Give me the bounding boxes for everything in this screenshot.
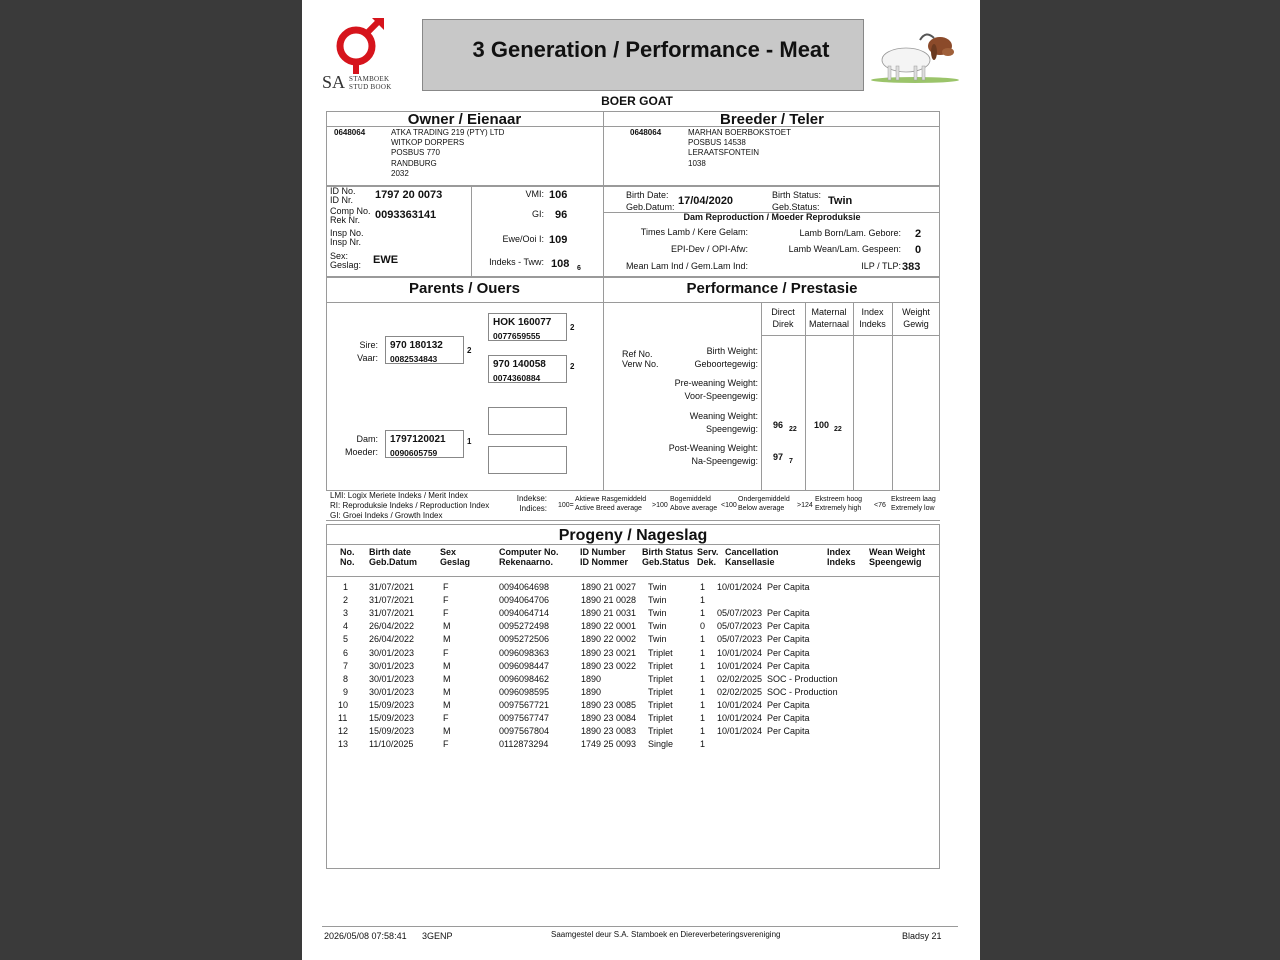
progeny-col-header: Sex Geslag xyxy=(440,547,471,567)
progeny-cell: Triplet xyxy=(648,713,673,723)
sire-sire-gen: 2 xyxy=(570,323,575,332)
progeny-cell: 1890 23 0021 xyxy=(581,647,637,658)
postweaning-weight-label: Post-Weaning Weight: Na-Speengewig: xyxy=(668,443,758,466)
progeny-cell: M xyxy=(443,726,451,737)
progeny-cell: 0112873294 xyxy=(499,739,549,750)
progeny-cell: 1 xyxy=(700,699,706,710)
owner-line-2: WITKOP DORPERS xyxy=(391,138,465,147)
dam-gen: 1 xyxy=(467,437,472,446)
progeny-cell: 1 xyxy=(700,660,706,671)
tww-label: Indeks - Tww: xyxy=(489,257,544,267)
progeny-cell: Triplet xyxy=(648,686,673,697)
col-weight-head: Weight Gewig xyxy=(902,307,930,329)
progeny-cell: 10/01/2024 Per Capita xyxy=(717,699,810,710)
dam-box[interactable] xyxy=(385,430,464,458)
progeny-cell: 10/01/2024 Per Capita xyxy=(717,713,810,723)
progeny-cell: F xyxy=(443,647,449,658)
progeny-col-header: ID Number ID Nommer xyxy=(580,547,629,567)
progeny-col-header: Birth date Geb.Datum xyxy=(369,547,418,567)
index-legend-text: LMI: Logix Meriete Indeks / Merit Index RI: Reproduksie Indeks / Reproduction Index GI: Groei Indeks / Growth Index xyxy=(330,491,490,520)
progeny-cell: 02/02/2025 SOC - Production xyxy=(717,673,838,684)
progeny-cell: 1890 23 0083 xyxy=(581,726,637,737)
sa-studbook-logo xyxy=(322,16,402,94)
progeny-cell: 1 xyxy=(700,673,706,684)
progeny-cell: 10/01/2024 Per Capita xyxy=(717,726,810,737)
progeny-cell: 30/01/2023 xyxy=(369,673,415,684)
progeny-cell: M xyxy=(443,673,451,684)
progeny-cell: 15/09/2023 xyxy=(369,699,415,710)
progeny-cell: F xyxy=(443,595,449,606)
tww-sub: 6 xyxy=(577,265,581,272)
sire-sire-box[interactable] xyxy=(488,313,567,341)
progeny-col-header: Index Indeks xyxy=(827,547,856,567)
progeny-cell: Triplet xyxy=(648,673,673,684)
progeny-cell: M xyxy=(443,660,451,671)
lamb-wean-value: 0 xyxy=(915,244,922,256)
owner-line-4: RANDBURG xyxy=(391,159,437,168)
sire-dam-comp-no: 0074360884 xyxy=(493,373,541,383)
progeny-cell: 05/07/2023 Per Capita xyxy=(717,608,810,619)
sire-sire-comp-no: 0077659555 xyxy=(493,331,541,341)
lamb-born-label: Lamb Born/Lam. Gebore: xyxy=(799,228,901,238)
progeny-cell: Triplet xyxy=(648,660,673,671)
progeny-cell: 0 xyxy=(700,621,706,632)
owner-line-3: POSBUS 770 xyxy=(391,148,440,157)
progeny-cell: 5 xyxy=(343,634,349,645)
progeny-cell: 0095272498 xyxy=(499,621,550,632)
sire-comp-no: 0082534843 xyxy=(390,354,438,364)
progeny-cell: 1 xyxy=(700,582,706,592)
sire-sire-id: HOK 160077 xyxy=(493,317,552,328)
owner-heading: Owner / Eienaar xyxy=(407,111,522,128)
progeny-cell: 11 xyxy=(338,713,348,723)
animal-comp-no: 0093363141 xyxy=(375,209,437,221)
progeny-cell: 15/09/2023 xyxy=(369,726,415,737)
progeny-cell: 1 xyxy=(700,595,706,606)
progeny-col-header: Serv. Dek. xyxy=(697,547,719,567)
lamb-born-value: 2 xyxy=(915,228,922,240)
legend-key-lt76-text: Ekstreem laag Extremely low xyxy=(891,496,936,512)
progeny-cell: 0096098447 xyxy=(499,660,550,671)
legend-key-lt100-text: Ondergemiddeld Below average xyxy=(738,496,790,512)
progeny-cell: M xyxy=(443,621,451,632)
progeny-cell: 1 xyxy=(700,713,706,723)
legend-key-lt76: <76 xyxy=(874,502,886,509)
progeny-cell: 4 xyxy=(343,621,349,632)
breed-label: BOER GOAT xyxy=(601,94,673,108)
legend-key-100-text: Aktiewe Rasgemiddeld Active Breed average xyxy=(575,496,647,512)
goat-illustration xyxy=(868,26,962,84)
tww-value: 108 xyxy=(551,258,570,270)
ewe-index-value: 109 xyxy=(549,234,568,246)
weaning-weight-label: Weaning Weight: Speengewig: xyxy=(689,411,758,434)
legend-key-gt100: >100 xyxy=(652,502,668,509)
progeny-cell: 1890 23 0022 xyxy=(581,660,637,671)
ilp-label: ILP / TLP: xyxy=(861,261,901,271)
footer-code: 3GENP xyxy=(422,931,453,941)
progeny-cell: 1890 22 0001 xyxy=(581,621,637,632)
progeny-cell: 31/07/2021 xyxy=(369,608,415,619)
legend-key-gt124: >124 xyxy=(797,502,813,509)
breeder-name: MARHAN BOERBOKSTOET xyxy=(688,128,791,137)
progeny-cell: 10/01/2024 Per Capita xyxy=(717,660,810,671)
progeny-cell: 0096098595 xyxy=(499,686,550,697)
sire-dam-id: 970 140058 xyxy=(493,359,546,370)
progeny-cell: 05/07/2023 Per Capita xyxy=(717,634,810,645)
progeny-cell: 10 xyxy=(338,699,349,710)
col-index-head: Index Indeks xyxy=(859,307,886,329)
progeny-cell: 3 xyxy=(343,608,349,619)
progeny-cell: 0094064698 xyxy=(499,582,550,592)
vmi-value: 106 xyxy=(549,189,568,201)
post-direct-sub: 7 xyxy=(789,458,793,465)
lamb-wean-label: Lamb Wean/Lam. Gespeen: xyxy=(788,244,901,254)
epi-label: EPI-Dev / OPI-Afw: xyxy=(670,244,748,254)
progeny-cell: 0094064706 xyxy=(499,595,550,606)
progeny-cell: 0096098462 xyxy=(499,673,550,684)
dam-label: Dam: Moeder: xyxy=(344,434,378,457)
indices-label: Indekse: Indices: xyxy=(516,494,547,513)
sire-gen: 2 xyxy=(467,346,472,355)
weaning-direct-value: 96 xyxy=(773,420,784,430)
logo-sa-text: SA xyxy=(322,72,346,92)
progeny-cell: 30/01/2023 xyxy=(369,686,415,697)
legend-key-lt100: <100 xyxy=(721,502,737,509)
legend-key-gt100-text: Bogemiddeld Above average xyxy=(670,496,718,512)
progeny-cell: F xyxy=(443,608,449,619)
progeny-cell: 31/07/2021 xyxy=(369,595,415,606)
progeny-cell: 1890 xyxy=(581,686,602,697)
page-title: 3 Generation / Performance - Meat xyxy=(472,37,830,62)
dam-repro-heading: Dam Reproduction / Moeder Reproduksie xyxy=(683,212,861,222)
progeny-cell: 31/07/2021 xyxy=(369,582,415,592)
progeny-cell: 1 xyxy=(700,739,706,750)
progeny-col-header: Cancellation Kansellasie xyxy=(725,547,779,567)
logo-stamboek-text: STAMBOEK xyxy=(349,75,390,83)
progeny-cell: 9 xyxy=(343,686,349,697)
animal-id: 1797 20 0073 xyxy=(375,189,443,201)
sex-label: Sex: Geslag: xyxy=(330,251,362,270)
progeny-cell: 1 xyxy=(700,726,706,737)
footer-page-number: Bladsy 21 xyxy=(902,931,942,941)
vmi-label: VMI: xyxy=(525,189,544,199)
birth-weight-label: Birth Weight: Geboortegewig: xyxy=(694,346,758,369)
sire-box[interactable] xyxy=(385,336,464,364)
birth-status-label: Birth Status: Geb.Status: xyxy=(772,190,822,212)
gi-label: GI: xyxy=(531,209,544,219)
progeny-cell: 1890 23 0085 xyxy=(581,699,637,710)
owner-line-5: 2032 xyxy=(391,169,409,178)
sire-label: Sire: Vaar: xyxy=(357,340,378,363)
progeny-cell: Twin xyxy=(648,582,667,592)
progeny-cell: Triplet xyxy=(648,699,673,710)
breeder-line-3: LERAATSFONTEIN xyxy=(688,148,759,157)
progeny-cell: 12 xyxy=(338,726,349,737)
sire-dam-box[interactable] xyxy=(488,355,567,383)
insp-label: Insp No. Insp Nr. xyxy=(330,228,364,247)
progeny-cell: 1890 23 0084 xyxy=(581,713,637,723)
progeny-cell: 1890 21 0027 xyxy=(581,582,637,592)
progeny-cell: 2 xyxy=(343,595,349,606)
progeny-cell: 0097567747 xyxy=(499,713,550,723)
ilp-value: 383 xyxy=(902,261,921,273)
progeny-cell: 10/01/2024 Per Capita xyxy=(717,582,810,592)
progeny-cell: F xyxy=(443,713,449,723)
progeny-cell: 0095272506 xyxy=(499,634,550,645)
logo-studbook-text: STUD BOOK xyxy=(349,83,392,91)
progeny-cell: 1 xyxy=(700,608,706,619)
progeny-cell: 26/04/2022 xyxy=(369,634,415,645)
birth-status: Twin xyxy=(828,195,853,207)
sire-dam-gen: 2 xyxy=(570,362,575,371)
progeny-cell: 8 xyxy=(343,673,349,684)
dam-id: 1797120021 xyxy=(390,434,446,445)
progeny-cell: 1 xyxy=(700,647,706,658)
progeny-cell: 1 xyxy=(343,582,349,592)
times-lamb-label: Times Lamb / Kere Gelam: xyxy=(640,227,748,237)
owner-code: 0648064 xyxy=(334,128,366,137)
progeny-col-header: Computer No. Rekenaarno. xyxy=(499,547,559,567)
gi-value: 96 xyxy=(555,209,568,221)
birth-date-label: Birth Date: Geb.Datum: xyxy=(626,190,675,212)
progeny-cell: 6 xyxy=(343,647,349,658)
progeny-cell: 1 xyxy=(700,686,706,697)
progeny-cell: 02/02/2025 SOC - Production xyxy=(717,686,838,697)
progeny-cell: M xyxy=(443,634,451,645)
progeny-cell: 7 xyxy=(343,660,349,671)
breeder-heading: Breeder / Teler xyxy=(720,111,824,128)
animal-sex: EWE xyxy=(373,254,399,266)
breeder-line-2: POSBUS 14538 xyxy=(688,138,746,147)
col-direct-head: Direct Direk xyxy=(771,307,795,329)
progeny-cell: 30/01/2023 xyxy=(369,647,415,658)
progeny-cell: Triplet xyxy=(648,647,673,658)
progeny-cell: 1 xyxy=(700,634,706,645)
footer-compiled-by: Saamgestel deur S.A. Stamboek en Diereverbeteringsvereniging xyxy=(551,930,781,939)
progeny-cell: 0094064714 xyxy=(499,608,550,619)
document-page xyxy=(302,0,980,960)
progeny-cell: 30/01/2023 xyxy=(369,660,415,671)
progeny-cell: Twin xyxy=(648,595,667,606)
progeny-cell: 1890 xyxy=(581,673,602,684)
progeny-cell: 13 xyxy=(338,739,349,750)
mean-lam-label: Mean Lam Ind / Gem.Lam Ind: xyxy=(625,261,748,271)
progeny-cell: 05/07/2023 Per Capita xyxy=(717,621,810,632)
legend-key-100: 100= xyxy=(558,502,574,509)
progeny-cell: M xyxy=(443,699,451,710)
progeny-cell: Twin xyxy=(648,634,667,645)
breeder-line-4: 1038 xyxy=(688,159,706,168)
progeny-cell: 26/04/2022 xyxy=(369,621,415,632)
progeny-cell: Triplet xyxy=(648,726,673,737)
progeny-cell: 1749 25 0093 xyxy=(581,739,637,750)
progeny-cell: 15/09/2023 xyxy=(369,713,415,723)
progeny-cell: F xyxy=(443,582,449,592)
col-maternal-head: Maternal Maternaal xyxy=(808,307,850,329)
progeny-cell: 0097567804 xyxy=(499,726,550,737)
performance-heading: Performance / Prestasie xyxy=(686,280,858,297)
parents-heading: Parents / Ouers xyxy=(409,280,520,297)
ewe-index-label: Ewe/Ooi I: xyxy=(502,234,544,244)
progeny-cell: 11/10/2025 xyxy=(369,739,414,750)
progeny-cell: F xyxy=(443,739,449,750)
progeny-cell: 1890 21 0031 xyxy=(581,608,637,619)
dam-comp-no: 0090605759 xyxy=(390,448,438,458)
progeny-cell: Single xyxy=(648,739,674,750)
progeny-cell: 0097567721 xyxy=(499,699,550,710)
owner-name: ATKA TRADING 219 (PTY) LTD xyxy=(391,128,505,137)
progeny-cell: Twin xyxy=(648,608,667,619)
progeny-cell: Twin xyxy=(648,621,667,632)
progeny-col-header: Wean Weight Speengewig xyxy=(869,547,926,567)
post-direct-value: 97 xyxy=(773,452,784,462)
footer-timestamp: 2026/05/08 07:58:41 xyxy=(324,931,407,941)
progeny-heading: Progeny / Nageslag xyxy=(558,527,708,544)
progeny-cell: 0096098363 xyxy=(499,647,550,658)
weaning-direct-sub: 22 xyxy=(789,426,797,433)
progeny-cell: 10/01/2024 Per Capita xyxy=(717,647,810,658)
weaning-maternal-sub: 22 xyxy=(834,426,842,433)
birth-date: 17/04/2020 xyxy=(678,195,734,207)
breeder-code: 0648064 xyxy=(630,128,662,137)
dam-sire-box-empty[interactable] xyxy=(488,407,567,435)
weaning-maternal-value: 100 xyxy=(814,420,830,430)
id-label: ID No. ID Nr. xyxy=(330,186,356,205)
progeny-cell: 1890 21 0028 xyxy=(581,595,637,606)
progeny-col-header: No. No. xyxy=(340,547,355,567)
sire-id: 970 180132 xyxy=(390,340,443,351)
progeny-cell: 1890 22 0002 xyxy=(581,634,637,645)
comp-label: Comp No. Rek Nr. xyxy=(330,206,371,225)
progeny-col-header: Birth Status Geb.Status xyxy=(642,547,694,567)
preweaning-weight-label: Pre-weaning Weight: Voor-Speengewig: xyxy=(674,378,758,401)
dam-dam-box-empty[interactable] xyxy=(488,446,567,474)
ref-no-label: Ref No. Verw No. xyxy=(622,349,659,369)
progeny-cell: M xyxy=(443,686,451,697)
legend-key-gt124-text: Ekstreem hoog Extremely high xyxy=(815,496,863,512)
